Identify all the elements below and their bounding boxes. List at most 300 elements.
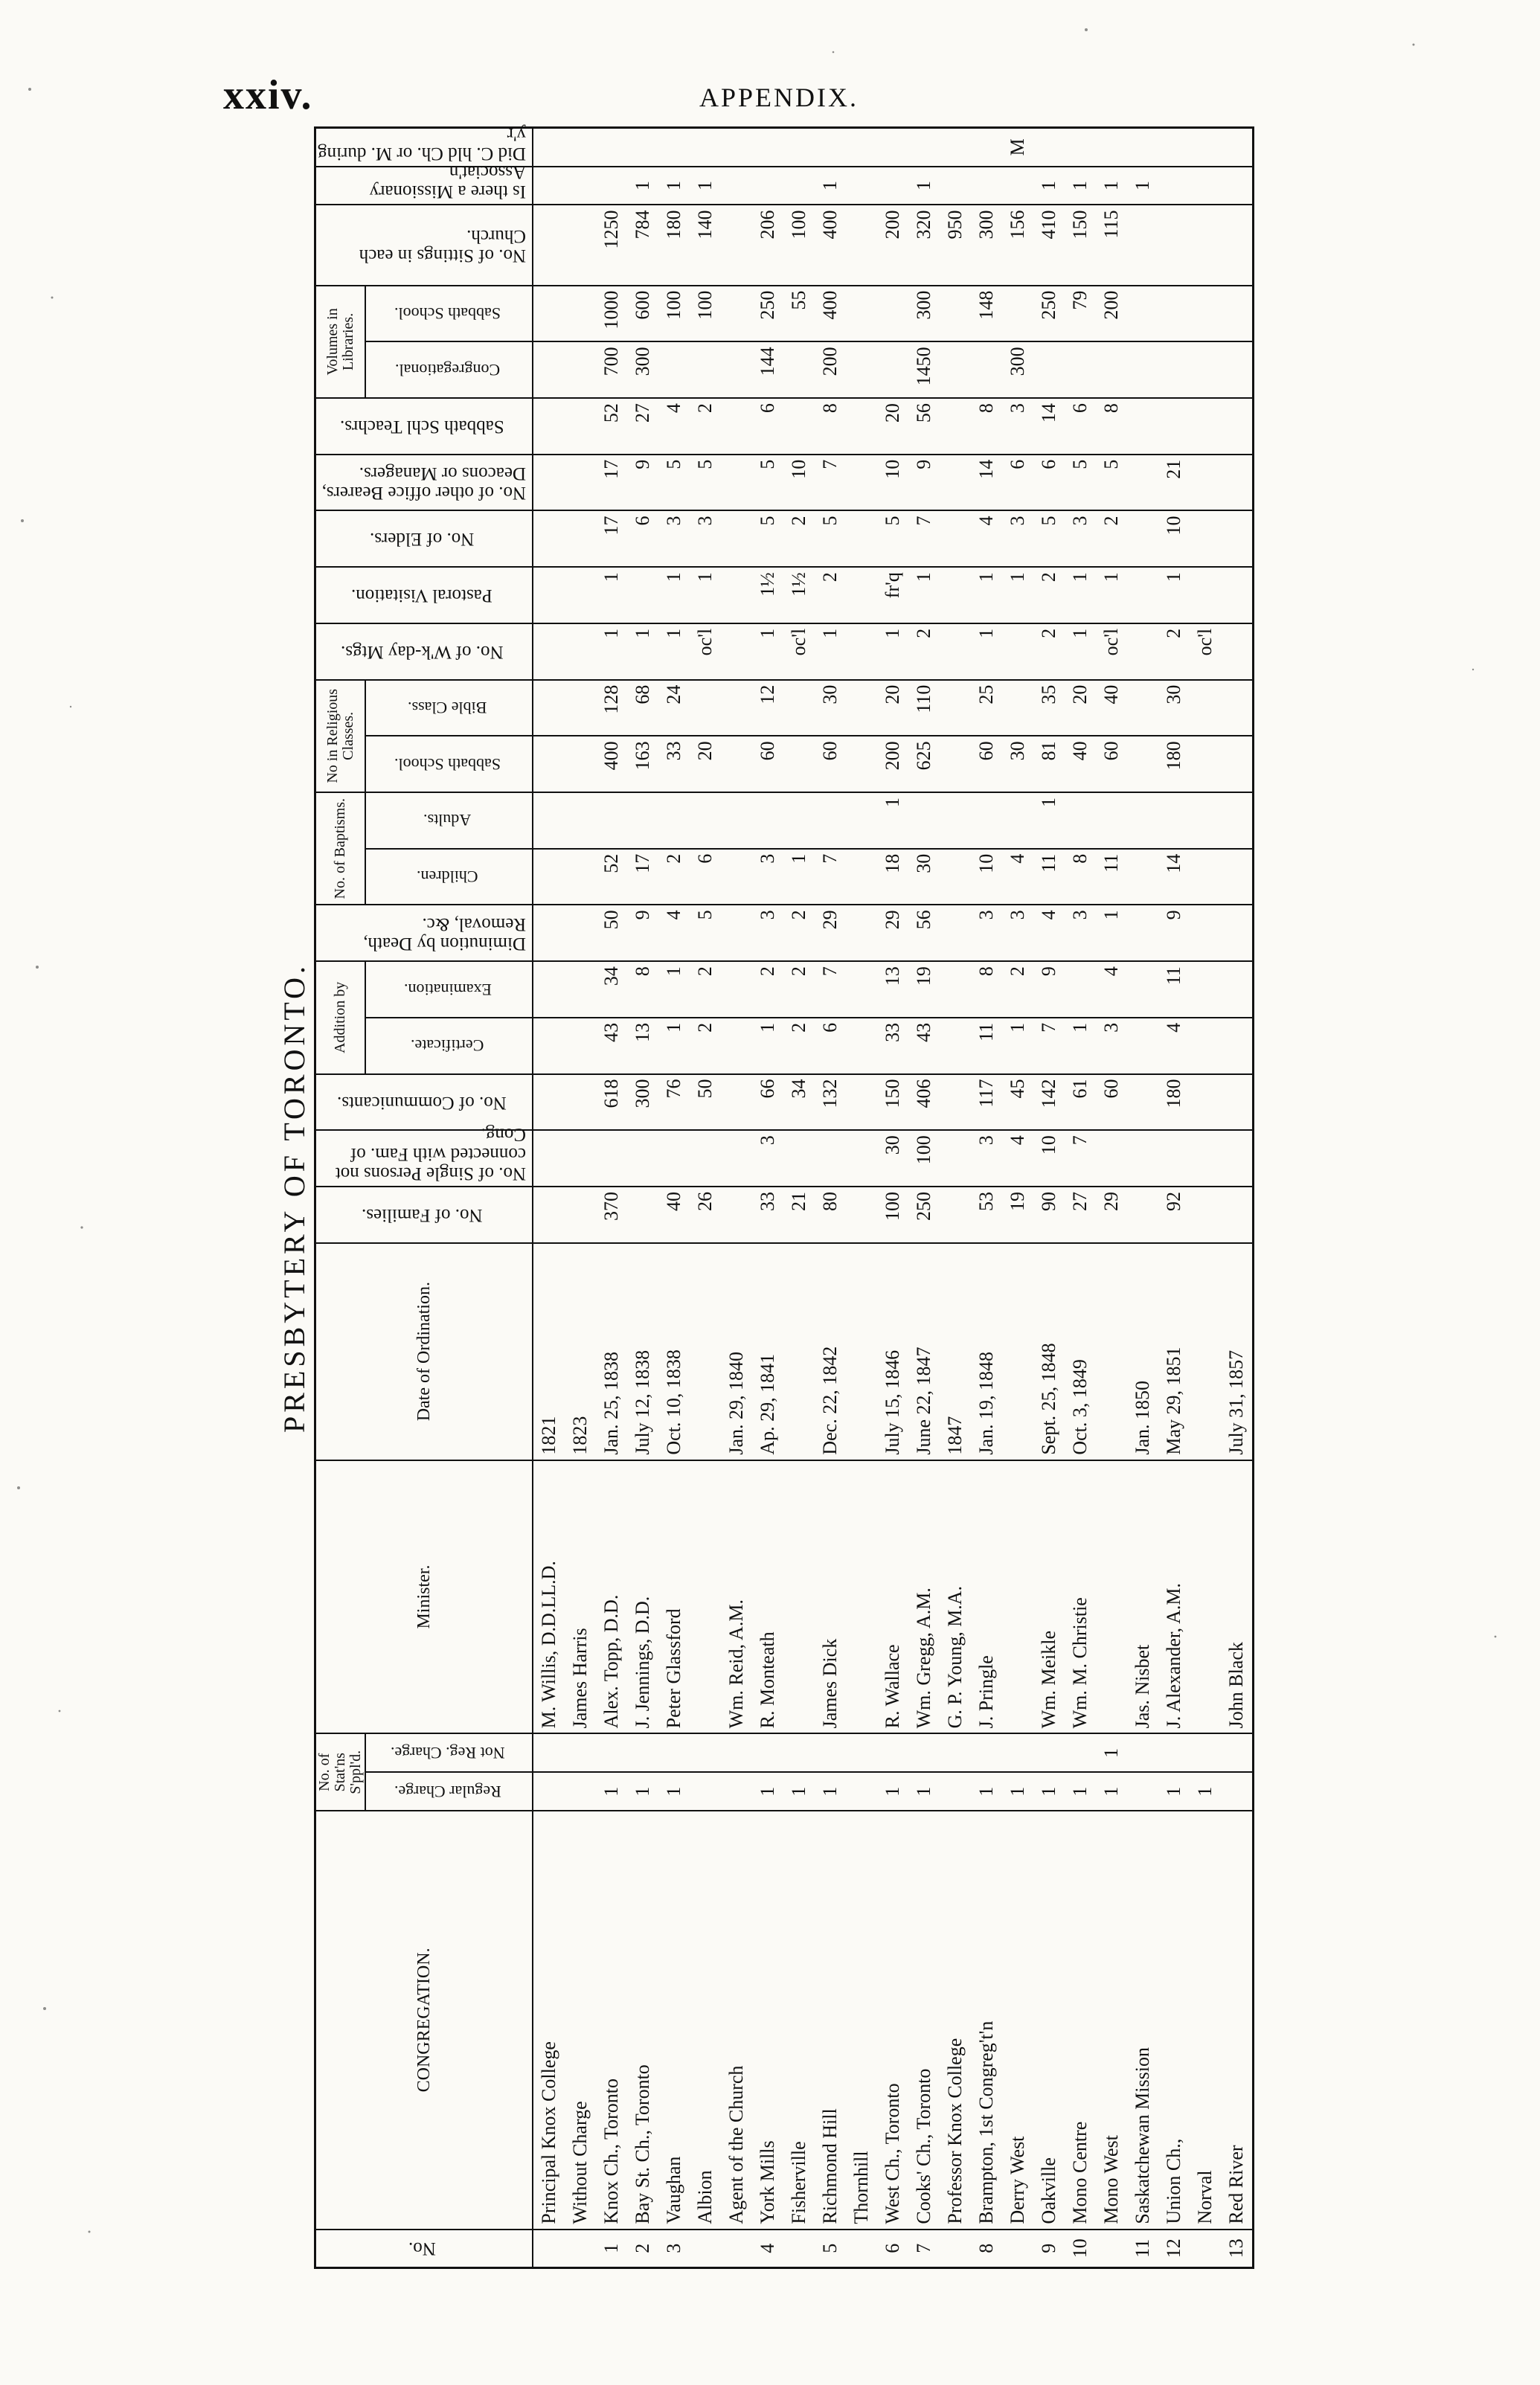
cell-date: 1821 (533, 1243, 565, 1460)
cell-minister: J. Alexander, A.M. (1158, 1460, 1190, 1734)
cell-teachers (783, 398, 815, 455)
cell-adults (752, 792, 783, 849)
cell-ss (940, 736, 971, 792)
cell-reg: 1 (783, 1772, 815, 1811)
cell-teachers (1190, 398, 1221, 455)
cell-cert: 1 (1065, 1018, 1096, 1074)
cell-communicants: 618 (596, 1074, 627, 1131)
cell-cong-vol (1033, 341, 1065, 398)
cell-dimin (565, 905, 596, 961)
cell-held (1127, 128, 1158, 167)
cell-ss: 625 (908, 736, 940, 792)
cell-sittings: 150 (1065, 205, 1096, 286)
cell-sittings: 300 (971, 205, 1002, 286)
col-minister: Minister. (315, 1460, 533, 1734)
cell-minister: Wm. M. Christie (1065, 1460, 1096, 1734)
cell-pastoral: 1 (1065, 567, 1096, 623)
cell-sittings: 100 (783, 205, 815, 286)
table-row (627, 128, 658, 2268)
cell-families (1127, 1187, 1158, 1243)
cell-teachers (940, 398, 971, 455)
cell-single: 4 (1002, 1130, 1033, 1187)
cell-dimin (1127, 905, 1158, 961)
cell-no (690, 2230, 721, 2268)
cell-week: 1 (877, 623, 908, 680)
cell-date: June 22, 1847 (908, 1243, 940, 1460)
cell-ss: 200 (877, 736, 908, 792)
cell-communicants: 45 (1002, 1074, 1033, 1131)
cell-other (565, 455, 596, 511)
cell-ss-vol (940, 286, 971, 342)
cell-ss-vol (721, 286, 752, 342)
cell-children (1190, 849, 1221, 905)
cell-pastoral: 1 (1158, 567, 1190, 623)
cell-no (1096, 2230, 1127, 2268)
cell-pastoral (533, 567, 565, 623)
cell-held (846, 128, 877, 167)
col-examination: Examination. (365, 961, 533, 1018)
cell-no (565, 2230, 596, 2268)
cell-minister: John Black (1221, 1460, 1254, 1734)
cell-minister: Jas. Nisbet (1127, 1460, 1158, 1734)
cell-exam: 34 (596, 961, 627, 1018)
cell-other: 5 (752, 455, 783, 511)
cell-families (721, 1187, 752, 1243)
cell-families: 90 (1033, 1187, 1065, 1243)
cell-cert: 43 (596, 1018, 627, 1074)
cell-exam (1065, 961, 1096, 1018)
cell-pastoral (940, 567, 971, 623)
cell-pastoral: 1½ (752, 567, 783, 623)
cell-communicants: 132 (815, 1074, 846, 1131)
cell-minister (690, 1460, 721, 1734)
cell-congregation: Mono Centre (1065, 1811, 1096, 2229)
cell-bible: 25 (971, 680, 1002, 736)
cell-adults (815, 792, 846, 849)
cell-teachers: 2 (690, 398, 721, 455)
cell-exam (846, 961, 877, 1018)
cell-ss-vol: 250 (752, 286, 783, 342)
cell-miss: 1 (1127, 167, 1158, 205)
cell-cong-vol (1158, 341, 1190, 398)
cell-cong-vol (1127, 341, 1158, 398)
cell-pastoral: 1 (596, 567, 627, 623)
cell-ss-vol: 148 (971, 286, 1002, 342)
cell-other: 5 (1096, 455, 1127, 511)
cell-miss (533, 167, 565, 205)
cell-other (721, 455, 752, 511)
cell-notreg (690, 1733, 721, 1772)
cell-week (1127, 623, 1158, 680)
cell-pastoral: 2 (1033, 567, 1065, 623)
cell-communicants: 66 (752, 1074, 783, 1131)
cell-bible (565, 680, 596, 736)
cell-cong-vol (533, 341, 565, 398)
table-row (846, 128, 877, 2268)
cell-cong-vol (940, 341, 971, 398)
cell-miss: 1 (1096, 167, 1127, 205)
cell-pastoral: 1½ (783, 567, 815, 623)
cell-ss: 60 (815, 736, 846, 792)
cell-exam (565, 961, 596, 1018)
cell-week: oc'l (1096, 623, 1127, 680)
cell-minister: James Dick (815, 1460, 846, 1734)
cell-children: 3 (752, 849, 783, 905)
cell-other: 5 (658, 455, 690, 511)
cell-dimin: 2 (783, 905, 815, 961)
cell-other (940, 455, 971, 511)
cell-adults (1002, 792, 1033, 849)
cell-miss (877, 167, 908, 205)
col-sabbath-school: Sabbath School. (365, 736, 533, 792)
cell-adults (1096, 792, 1127, 849)
cell-notreg (783, 1733, 815, 1772)
cell-adults (596, 792, 627, 849)
table-row (658, 128, 690, 2268)
cell-sittings (1158, 205, 1190, 286)
cell-ss: 30 (1002, 736, 1033, 792)
cell-bible (1190, 680, 1221, 736)
cell-children (846, 849, 877, 905)
cell-families: 370 (596, 1187, 627, 1243)
cell-bible: 68 (627, 680, 658, 736)
cell-date: July 15, 1846 (877, 1243, 908, 1460)
cell-communicants: 406 (908, 1074, 940, 1131)
cell-held (721, 128, 752, 167)
cell-congregation: Bay St. Ch., Toronto (627, 1811, 658, 2229)
cell-bible (1221, 680, 1254, 736)
cell-ss-vol: 200 (1096, 286, 1127, 342)
col-children: Children. (365, 849, 533, 905)
cell-adults (1221, 792, 1254, 849)
cell-notreg (627, 1733, 658, 1772)
cell-exam (1127, 961, 1158, 1018)
table-row (1065, 128, 1096, 2268)
cell-elders (940, 510, 971, 567)
cell-families: 19 (1002, 1187, 1033, 1243)
cell-elders: 2 (1096, 510, 1127, 567)
cell-exam: 4 (1096, 961, 1127, 1018)
cell-ss (1190, 736, 1221, 792)
cell-week (565, 623, 596, 680)
cell-single: 7 (1065, 1130, 1096, 1187)
cell-week (1221, 623, 1254, 680)
cell-exam (1221, 961, 1254, 1018)
cell-date (1002, 1243, 1033, 1460)
cell-dimin: 29 (815, 905, 846, 961)
page-number: xxiv. (223, 72, 313, 118)
cell-cong-vol (690, 341, 721, 398)
cell-ss-vol (877, 286, 908, 342)
cell-elders (1127, 510, 1158, 567)
cell-single (721, 1130, 752, 1187)
cell-other (846, 455, 877, 511)
cell-teachers (533, 398, 565, 455)
cell-notreg (1190, 1733, 1221, 1772)
cell-single (533, 1130, 565, 1187)
cell-sittings (565, 205, 596, 286)
cell-adults (1127, 792, 1158, 849)
cell-other: 10 (877, 455, 908, 511)
cell-dimin: 9 (627, 905, 658, 961)
cell-ss (783, 736, 815, 792)
cell-congregation: Knox Ch., Toronto (596, 1811, 627, 2229)
cell-date (690, 1243, 721, 1460)
cell-elders (533, 510, 565, 567)
cell-no: 7 (908, 2230, 940, 2268)
cell-communicants: 117 (971, 1074, 1002, 1131)
cell-ss-vol: 79 (1065, 286, 1096, 342)
cell-ss: 40 (1065, 736, 1096, 792)
col-single-persons: No. of Single Persons not connected with Fam. of Cong. (315, 1130, 533, 1187)
cell-ss (533, 736, 565, 792)
cell-children (721, 849, 752, 905)
cell-ss-vol (1221, 286, 1254, 342)
cell-minister: J. Pringle (971, 1460, 1002, 1734)
cell-bible (1002, 680, 1033, 736)
cell-sittings: 1250 (596, 205, 627, 286)
cell-notreg (721, 1733, 752, 1772)
cell-elders (1221, 510, 1254, 567)
cell-date: May 29, 1851 (1158, 1243, 1190, 1460)
cell-held (752, 128, 783, 167)
cell-cong-vol (1065, 341, 1096, 398)
cell-communicants: 300 (627, 1074, 658, 1131)
cell-teachers (1127, 398, 1158, 455)
cell-reg (690, 1772, 721, 1811)
cell-dimin: 3 (1065, 905, 1096, 961)
cell-congregation: Fisherville (783, 1811, 815, 2229)
cell-single (1096, 1130, 1127, 1187)
cell-single (1190, 1130, 1221, 1187)
cell-communicants (940, 1074, 971, 1131)
cell-held (596, 128, 627, 167)
cell-families: 53 (971, 1187, 1002, 1243)
cell-children: 10 (971, 849, 1002, 905)
cell-bible: 12 (752, 680, 783, 736)
cell-exam: 1 (658, 961, 690, 1018)
cell-bible (533, 680, 565, 736)
cell-no: 9 (1033, 2230, 1065, 2268)
cell-dimin (1190, 905, 1221, 961)
cell-congregation: Red River (1221, 1811, 1254, 2229)
cell-ss (565, 736, 596, 792)
cell-date: Dec. 22, 1842 (815, 1243, 846, 1460)
cell-week: 1 (627, 623, 658, 680)
table-title: PRESBYTERY OF TORONTO. (277, 963, 311, 1433)
cell-notreg (971, 1733, 1002, 1772)
cell-other: 10 (783, 455, 815, 511)
cell-no: 10 (1065, 2230, 1096, 2268)
cell-week (1002, 623, 1033, 680)
cell-families: 100 (877, 1187, 908, 1243)
cell-elders: 4 (971, 510, 1002, 567)
cell-congregation: Albion (690, 1811, 721, 2229)
cell-children: 52 (596, 849, 627, 905)
cell-pastoral: 1 (1096, 567, 1127, 623)
cell-teachers (1221, 398, 1254, 455)
cell-other: 9 (908, 455, 940, 511)
cell-elders: 5 (1033, 510, 1065, 567)
cell-sittings (533, 205, 565, 286)
cell-exam (1190, 961, 1221, 1018)
cell-congregation: Without Charge (565, 1811, 596, 2229)
col-group-stations: No. of Stat'ns S'ppl'd. (315, 1733, 366, 1811)
cell-ss: 33 (658, 736, 690, 792)
cell-pastoral (1190, 567, 1221, 623)
cell-adults (1065, 792, 1096, 849)
cell-bible: 40 (1096, 680, 1127, 736)
cell-cong-vol: 700 (596, 341, 627, 398)
cell-children: 1 (783, 849, 815, 905)
cell-ss: 20 (690, 736, 721, 792)
cell-communicants: 76 (658, 1074, 690, 1131)
cell-cert: 11 (971, 1018, 1002, 1074)
cell-congregation: Brampton, 1st Congreg't'n (971, 1811, 1002, 2229)
cell-reg: 1 (1033, 1772, 1065, 1811)
cell-communicants: 34 (783, 1074, 815, 1131)
col-did-cong-hold: Did C. hld Ch. or M. during y'r (315, 128, 533, 167)
cell-notreg: 1 (1096, 1733, 1127, 1772)
cell-no (783, 2230, 815, 2268)
cell-other (533, 455, 565, 511)
cell-cong-vol (658, 341, 690, 398)
cell-reg: 1 (596, 1772, 627, 1811)
cell-congregation: Norval (1190, 1811, 1221, 2229)
cell-teachers: 8 (1096, 398, 1127, 455)
cell-congregation: Cooks' Ch., Toronto (908, 1811, 940, 2229)
cell-children: 4 (1002, 849, 1033, 905)
table-row (1221, 128, 1254, 2268)
cell-elders (565, 510, 596, 567)
cell-bible (1127, 680, 1158, 736)
cell-families (533, 1187, 565, 1243)
cell-exam (721, 961, 752, 1018)
cell-congregation: Thornhill (846, 1811, 877, 2229)
cell-ss-vol (1190, 286, 1221, 342)
cell-adults (1158, 792, 1190, 849)
col-families: No. of Families. (315, 1187, 533, 1243)
table-row (1127, 128, 1158, 2268)
cell-dimin (1221, 905, 1254, 961)
cell-teachers: 27 (627, 398, 658, 455)
cell-date (1096, 1243, 1127, 1460)
cell-sittings: 950 (940, 205, 971, 286)
cell-no: 5 (815, 2230, 846, 2268)
cell-no: 8 (971, 2230, 1002, 2268)
cell-held (1065, 128, 1096, 167)
cell-children (940, 849, 971, 905)
cell-reg: 1 (1158, 1772, 1190, 1811)
cell-miss (565, 167, 596, 205)
col-adults: Adults. (365, 792, 533, 849)
cell-single (1158, 1130, 1190, 1187)
cell-week: oc'l (783, 623, 815, 680)
cell-cong-vol: 300 (627, 341, 658, 398)
cell-teachers: 6 (1065, 398, 1096, 455)
cell-cert (533, 1018, 565, 1074)
col-congregational-volumes: Congregational. (365, 341, 533, 398)
cell-held (658, 128, 690, 167)
cell-week: oc'l (690, 623, 721, 680)
cell-reg: 1 (1002, 1772, 1033, 1811)
cell-minister: R. Wallace (877, 1460, 908, 1734)
cell-cong-vol (783, 341, 815, 398)
cell-minister: Alex. Topp, D.D. (596, 1460, 627, 1734)
cell-elders: 3 (690, 510, 721, 567)
cell-teachers: 3 (1002, 398, 1033, 455)
cell-elders: 17 (596, 510, 627, 567)
cell-miss (721, 167, 752, 205)
cell-date: Ap. 29, 1841 (752, 1243, 783, 1460)
cell-miss: 1 (1065, 167, 1096, 205)
cell-single: 3 (971, 1130, 1002, 1187)
cell-notreg (815, 1733, 846, 1772)
cell-adults (1190, 792, 1221, 849)
cell-notreg (1127, 1733, 1158, 1772)
cell-congregation: York Mills (752, 1811, 783, 2229)
cell-no: 6 (877, 2230, 908, 2268)
cell-reg: 1 (908, 1772, 940, 1811)
cell-miss: 1 (908, 167, 940, 205)
cell-ss: 60 (1096, 736, 1127, 792)
cell-teachers: 6 (752, 398, 783, 455)
cell-pastoral: 1 (658, 567, 690, 623)
col-group-classes: No in Religious Classes. (315, 680, 366, 792)
cell-exam: 7 (815, 961, 846, 1018)
cell-notreg (877, 1733, 908, 1772)
cell-week: 2 (1033, 623, 1065, 680)
cell-date: Jan. 25, 1838 (596, 1243, 627, 1460)
cell-miss (846, 167, 877, 205)
cell-exam: 2 (783, 961, 815, 1018)
cell-ss-vol: 400 (815, 286, 846, 342)
cell-ss-vol (533, 286, 565, 342)
cell-bible: 30 (1158, 680, 1190, 736)
cell-cert (1221, 1018, 1254, 1074)
cell-other: 21 (1158, 455, 1190, 511)
cell-pastoral: 1 (971, 567, 1002, 623)
cell-notreg (658, 1733, 690, 1772)
cell-exam (940, 961, 971, 1018)
cell-week: 1 (658, 623, 690, 680)
cell-ss (1221, 736, 1254, 792)
cell-reg: 1 (1065, 1772, 1096, 1811)
cell-elders: 10 (1158, 510, 1190, 567)
cell-adults: 1 (877, 792, 908, 849)
cell-cong-vol (565, 341, 596, 398)
cell-families: 26 (690, 1187, 721, 1243)
cell-teachers (565, 398, 596, 455)
cell-adults (565, 792, 596, 849)
col-week-day-meetings: No. of W'k-day Mtgs. (315, 623, 533, 680)
cell-week (940, 623, 971, 680)
col-regular-charge: Regular Charge. (365, 1772, 533, 1811)
col-pastoral-visitation: Pastoral Visitation. (315, 567, 533, 623)
cell-children: 14 (1158, 849, 1190, 905)
cell-week (846, 623, 877, 680)
cell-notreg (1033, 1733, 1065, 1772)
cell-families: 92 (1158, 1187, 1190, 1243)
table-row (533, 128, 565, 2268)
table-row (1096, 128, 1127, 2268)
cell-date: Oct. 3, 1849 (1065, 1243, 1096, 1460)
table-row (815, 128, 846, 2268)
cell-elders (1190, 510, 1221, 567)
cell-cert: 2 (783, 1018, 815, 1074)
cell-held (783, 128, 815, 167)
col-other-office-bearers: No. of other office Bearers, Deacons or Managers. (315, 455, 533, 511)
